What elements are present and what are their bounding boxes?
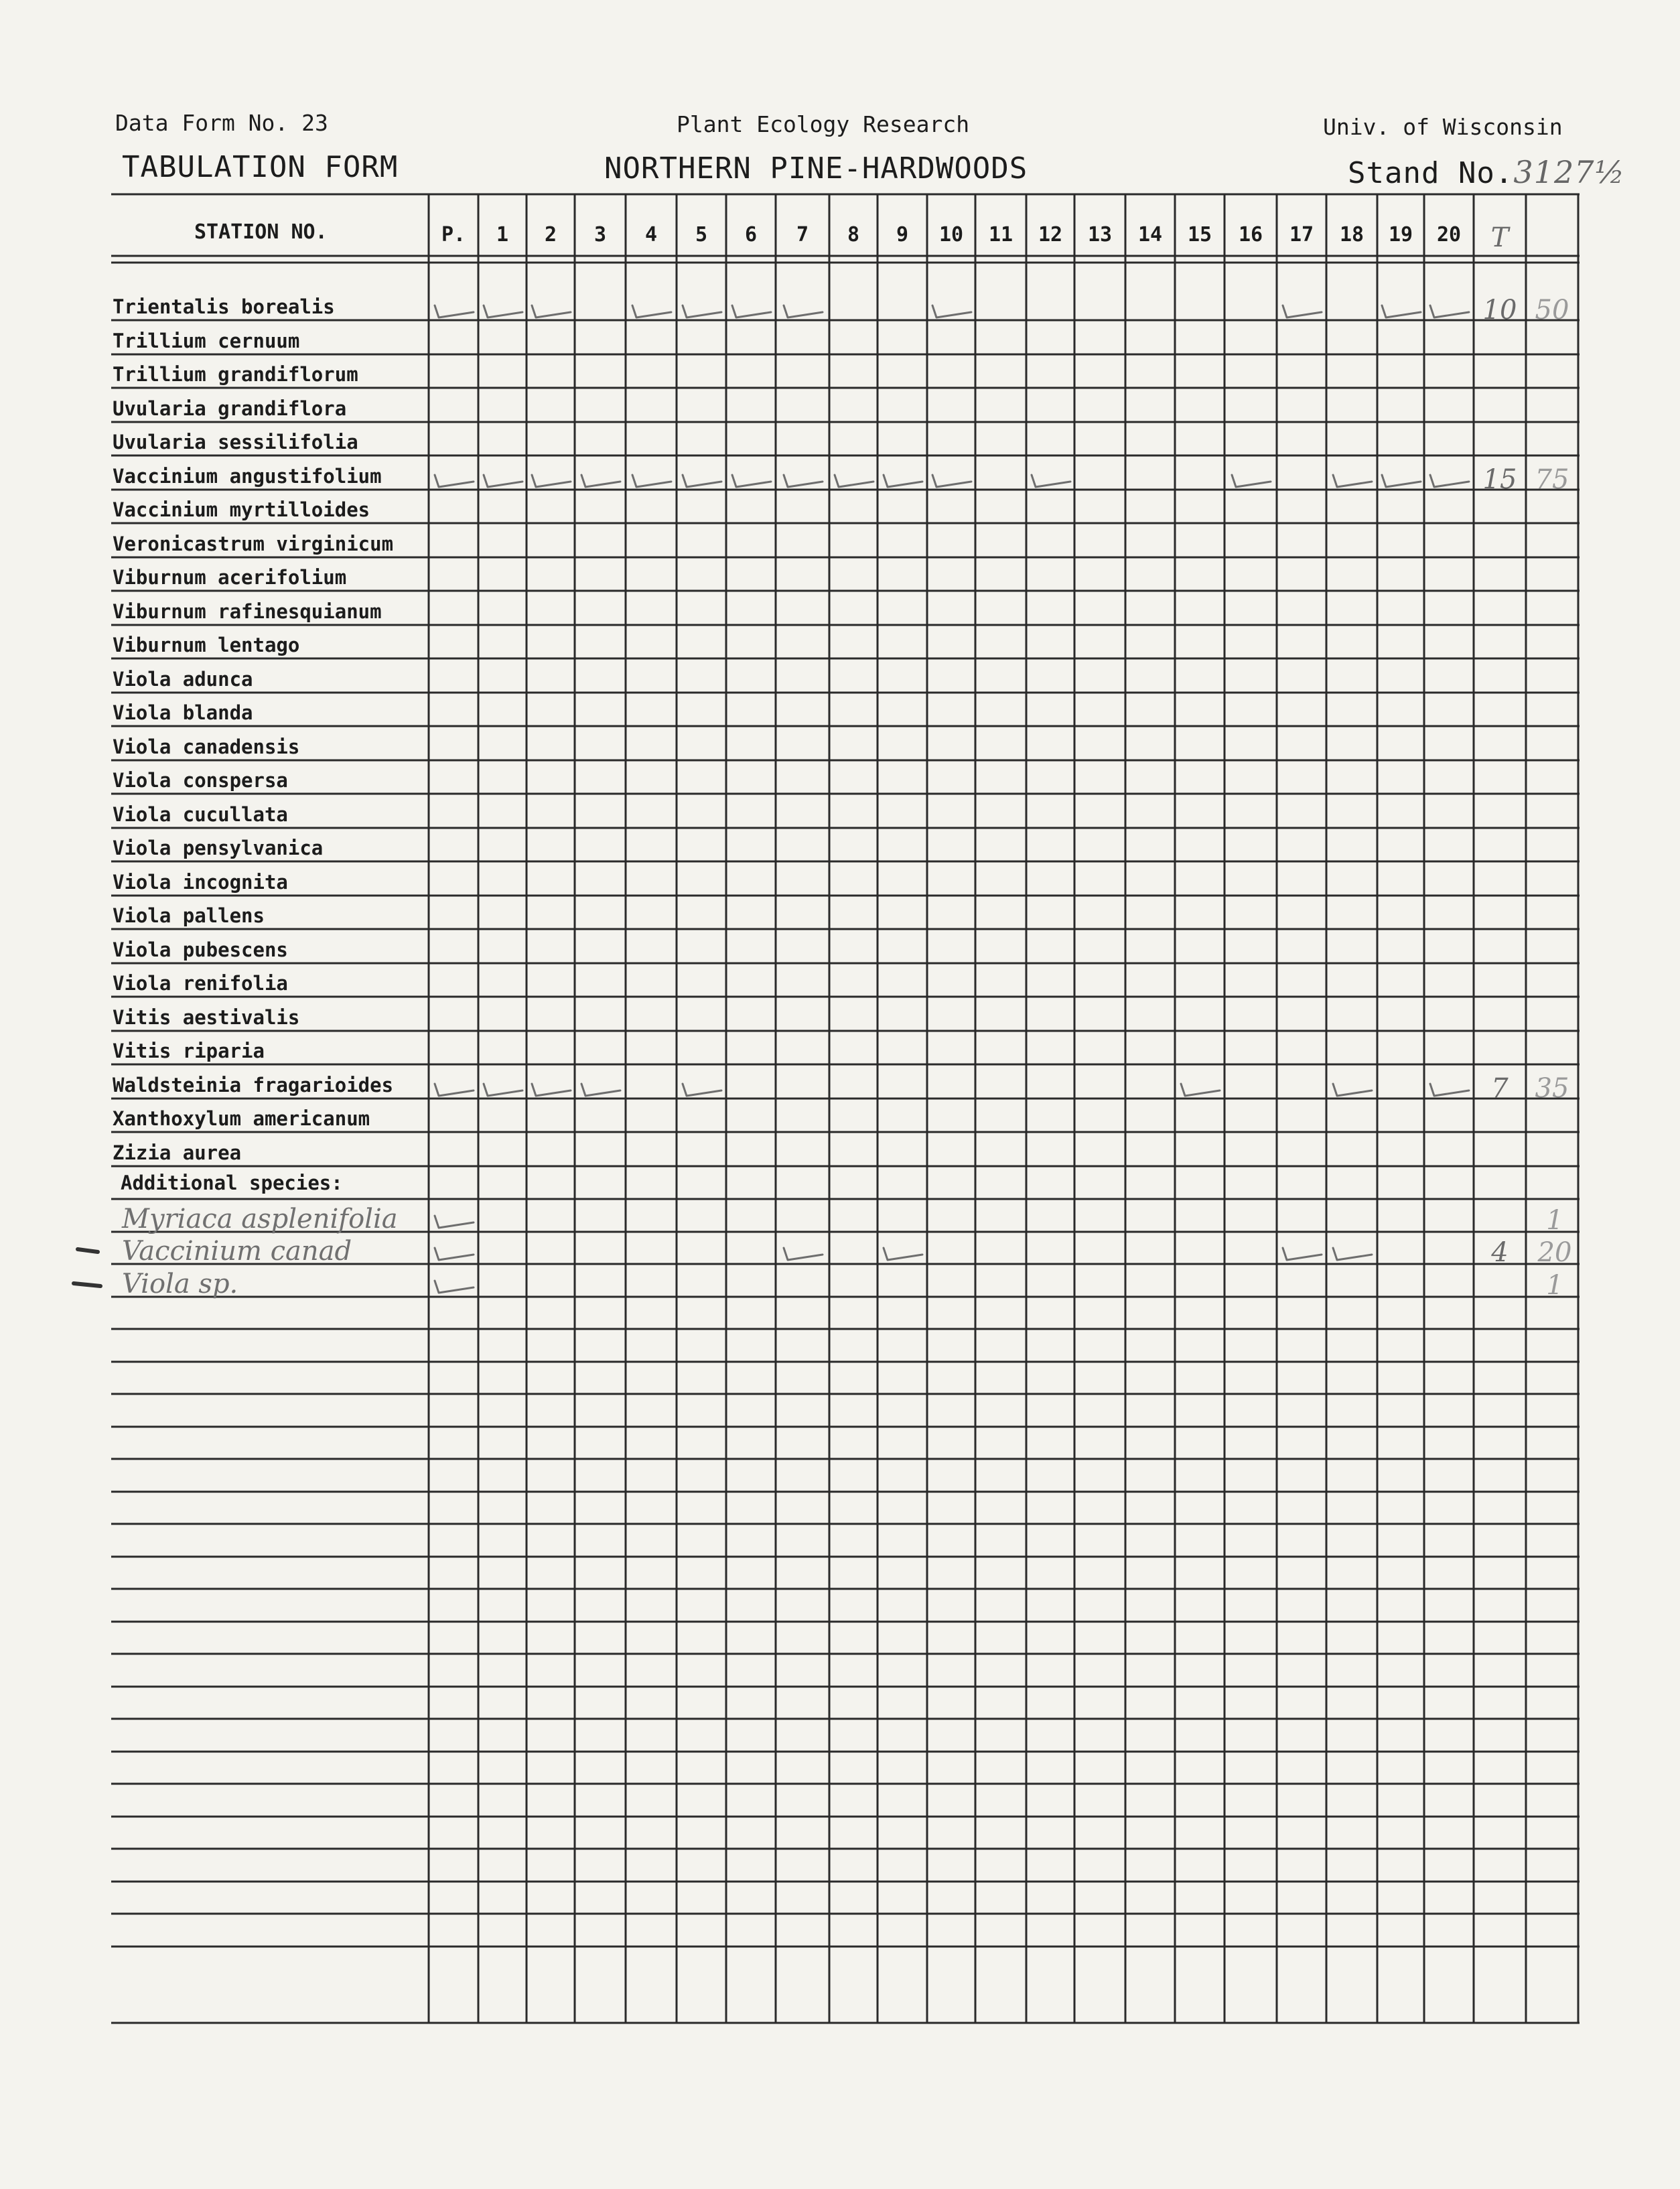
check-mark bbox=[1430, 475, 1469, 487]
check-mark bbox=[435, 475, 474, 487]
check-mark bbox=[683, 305, 721, 317]
margin-tick-mark bbox=[78, 1249, 98, 1252]
column-header: 3 bbox=[593, 223, 607, 246]
check-mark bbox=[532, 475, 571, 487]
check-mark bbox=[532, 1084, 571, 1096]
check-mark bbox=[784, 1248, 823, 1260]
species-name: Trillium cernuum bbox=[113, 330, 300, 352]
column-header: 20 bbox=[1436, 223, 1462, 246]
species-name: Uvularia sessilifolia bbox=[113, 431, 358, 453]
species-name: Viola blanda bbox=[113, 701, 253, 724]
check-mark bbox=[1430, 305, 1469, 317]
check-mark bbox=[732, 305, 771, 317]
station-no-label: STATION NO. bbox=[194, 220, 328, 244]
column-header: 13 bbox=[1087, 223, 1113, 246]
species-name: Viola canadensis bbox=[113, 735, 300, 758]
check-mark bbox=[884, 475, 922, 487]
university: Univ. of Wisconsin bbox=[1323, 114, 1563, 140]
check-mark bbox=[1333, 1248, 1372, 1260]
column-header: 16 bbox=[1238, 223, 1263, 246]
additional-species-name: Viola sp. bbox=[122, 1269, 238, 1299]
species-name: Viburnum rafinesquianum bbox=[113, 600, 382, 623]
check-mark bbox=[1283, 305, 1322, 317]
column-header: 14 bbox=[1137, 223, 1163, 246]
frequency-value: 35 bbox=[1535, 1073, 1569, 1104]
column-header: 17 bbox=[1289, 223, 1314, 246]
check-mark bbox=[435, 1248, 474, 1260]
margin-tick-mark bbox=[74, 1283, 100, 1286]
check-mark bbox=[435, 1084, 474, 1096]
frequency-value: 50 bbox=[1535, 295, 1569, 326]
check-mark bbox=[732, 475, 771, 487]
total-value: 4 bbox=[1491, 1237, 1509, 1268]
column-header: 4 bbox=[644, 223, 658, 246]
form-title: TABULATION FORM bbox=[122, 150, 399, 184]
form-subtitle: NORTHERN PINE-HARDWOODS bbox=[604, 151, 1028, 186]
column-header: 11 bbox=[988, 223, 1013, 246]
stand-label: Stand No. bbox=[1348, 156, 1514, 190]
form-number: Data Form No. 23 bbox=[115, 110, 328, 136]
species-name: Veronicastrum virginicum bbox=[113, 533, 394, 555]
total-value: 7 bbox=[1491, 1073, 1509, 1104]
check-mark bbox=[581, 1084, 620, 1096]
check-mark bbox=[1333, 475, 1372, 487]
column-header: 2 bbox=[544, 223, 557, 246]
species-name: Viola pensylvanica bbox=[113, 837, 324, 859]
species-name: Trientalis borealis bbox=[113, 295, 335, 318]
check-mark bbox=[932, 305, 971, 317]
check-mark bbox=[784, 475, 823, 487]
check-mark bbox=[1382, 305, 1421, 317]
column-header: 5 bbox=[695, 223, 708, 246]
species-name: Xanthoxylum americanum bbox=[113, 1107, 370, 1130]
frequency-value: 1 bbox=[1546, 1270, 1563, 1301]
check-mark bbox=[1283, 1248, 1322, 1260]
check-mark bbox=[1032, 475, 1070, 487]
column-header: 15 bbox=[1187, 223, 1212, 246]
stand-value: 3127½ bbox=[1513, 154, 1626, 190]
species-name: Waldsteinia fragarioides bbox=[113, 1074, 394, 1097]
additional-species-label: Additional species: bbox=[121, 1172, 343, 1194]
species-name: Uvularia grandiflora bbox=[113, 397, 347, 420]
organization: Plant Ecology Research bbox=[677, 111, 970, 137]
check-mark bbox=[1430, 1084, 1469, 1096]
check-mark bbox=[884, 1248, 922, 1260]
column-header: 19 bbox=[1388, 223, 1413, 246]
check-mark bbox=[1232, 475, 1271, 487]
species-name: Vaccinium angustifolium bbox=[113, 465, 382, 488]
species-name: Vitis riparia bbox=[113, 1040, 265, 1062]
frequency-value: 75 bbox=[1535, 464, 1569, 495]
check-mark bbox=[632, 305, 671, 317]
species-name: Viola adunca bbox=[113, 668, 253, 691]
check-mark bbox=[1333, 1084, 1372, 1096]
frequency-value: 20 bbox=[1537, 1237, 1572, 1268]
species-name: Zizia aurea bbox=[113, 1141, 242, 1164]
total-value: 10 bbox=[1482, 295, 1517, 326]
additional-species-name: Vaccinium canad bbox=[122, 1236, 352, 1267]
species-name: Viola cucullata bbox=[113, 803, 288, 826]
check-mark bbox=[1382, 475, 1421, 487]
species-name: Vaccinium myrtilloides bbox=[113, 498, 370, 521]
species-name: Viola conspersa bbox=[113, 769, 288, 792]
check-mark bbox=[683, 475, 721, 487]
column-header: 12 bbox=[1038, 223, 1063, 246]
column-header: 7 bbox=[796, 223, 809, 246]
check-mark bbox=[1181, 1084, 1220, 1096]
column-header: 10 bbox=[938, 223, 964, 246]
species-name: Viburnum acerifolium bbox=[113, 566, 347, 589]
species-name: Viola pubescens bbox=[113, 938, 288, 961]
species-name: Viburnum lentago bbox=[113, 634, 300, 656]
check-mark bbox=[835, 475, 873, 487]
species-name: Trillium grandiflorum bbox=[113, 363, 358, 386]
species-name: Viola pallens bbox=[113, 904, 265, 927]
species-name: Viola renifolia bbox=[113, 972, 288, 995]
column-header: P. bbox=[441, 223, 466, 246]
column-header: 18 bbox=[1339, 223, 1364, 246]
column-header: T bbox=[1490, 222, 1509, 253]
check-mark bbox=[532, 305, 571, 317]
check-mark bbox=[435, 305, 474, 317]
check-mark bbox=[484, 1084, 522, 1096]
species-name: Viola incognita bbox=[113, 871, 288, 894]
column-header: 9 bbox=[896, 223, 909, 246]
check-mark bbox=[435, 1281, 474, 1293]
check-mark bbox=[683, 1084, 721, 1096]
check-mark bbox=[632, 475, 671, 487]
column-header: 1 bbox=[496, 223, 509, 246]
check-mark bbox=[435, 1216, 474, 1228]
check-mark bbox=[784, 305, 823, 317]
column-header: 6 bbox=[744, 223, 758, 246]
check-mark bbox=[581, 475, 620, 487]
column-header: 8 bbox=[847, 223, 860, 246]
check-mark bbox=[932, 475, 971, 487]
frequency-value: 1 bbox=[1546, 1205, 1563, 1236]
check-mark bbox=[484, 475, 522, 487]
total-value: 15 bbox=[1482, 464, 1517, 495]
check-mark bbox=[484, 305, 522, 317]
additional-species-name: Myriaca asplenifolia bbox=[122, 1204, 398, 1234]
species-name: Vitis aestivalis bbox=[113, 1006, 300, 1029]
